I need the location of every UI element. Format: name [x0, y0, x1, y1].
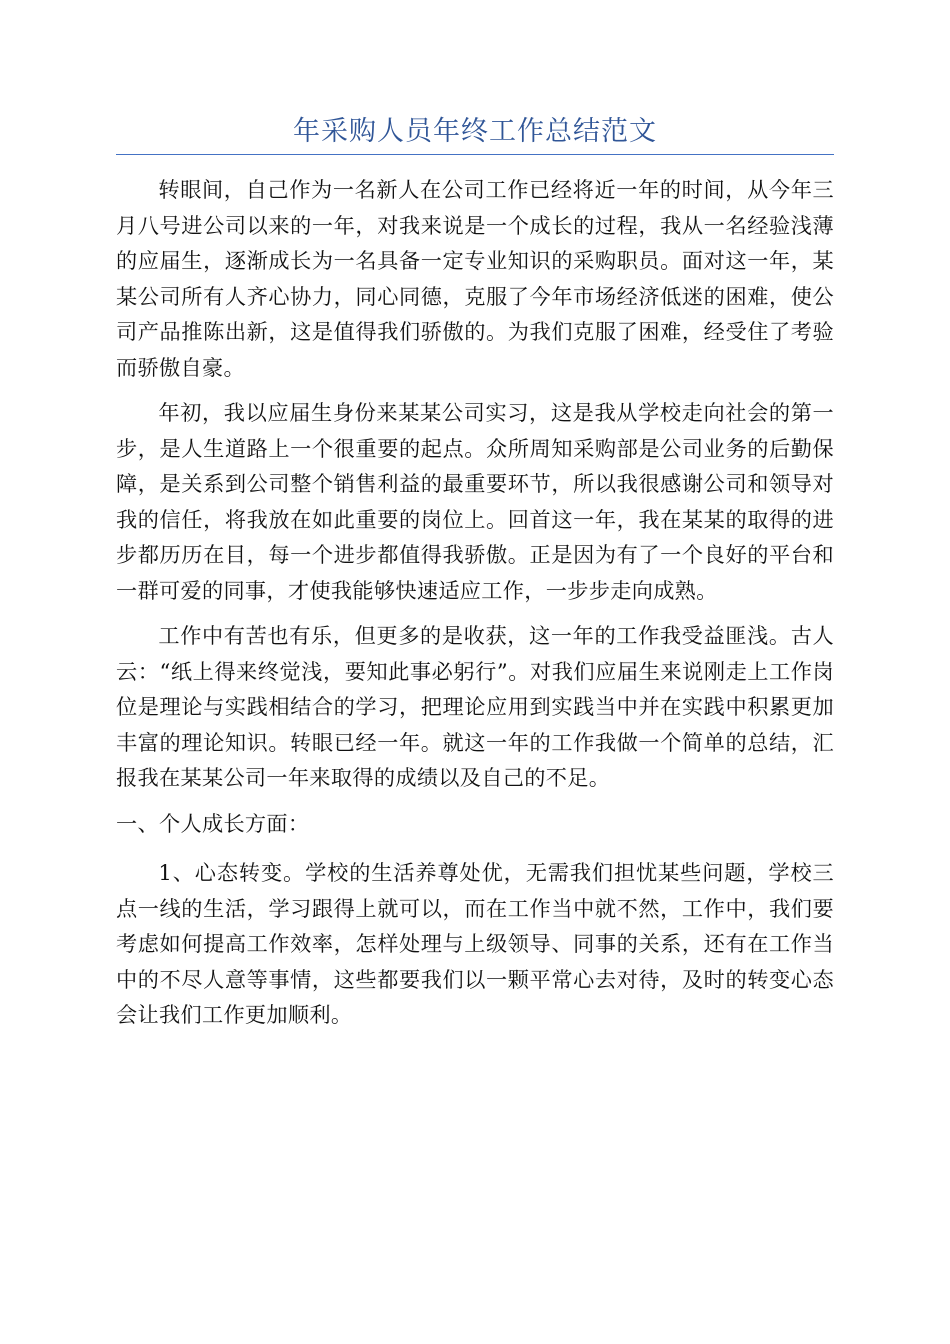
paragraph-intro: 转眼间，自己作为一名新人在公司工作已经将近一年的时间，从今年三月八号进公司以来的一年，对我来说是一个成长的过程，我从一名经验浅薄的应届生，逐渐成长为一名具备一定专业知识的采购职员。面对这一年，某某公司所有人齐心协力，同心同德，克服了今年市场经济低迷的困难，使公司产品推陈出新，这是值得我们骄傲的。为我们克服了困难，经受住了考验而骄傲自豪。: [116, 177, 834, 380]
paragraph-mindset-change: 1、心态转变。学校的生活养尊处优，无需我们担忧某些问题，学校三点一线的生活，学习跟得上就可以，而在工作当中就不然，工作中，我们要考虑如何提高工作效率，怎样处理与上级领导、同事的关系，还有在工作当中的不尽人意等事情，这些都要我们以一颗平常心去对待，及时的转变心态会让我们工作更加顺利。: [116, 860, 834, 1027]
document-title: 年采购人员年终工作总结范文: [293, 116, 657, 147]
paragraph-gains: 工作中有苦也有乐，但更多的是收获，这一年的工作我受益匪浅。古人云：“纸上得来终觉浅，要知此事必躬行”。对我们应届生来说刚走上工作岗位是理论与实践相结合的学习，把理论应用到实践当中并在实践中积累更加丰富的理论知识。转眼已经一年。就这一年的工作我做一个简单的总结，汇报我在某某公司一年来取得的成绩以及自己的不足。: [116, 623, 834, 790]
paragraph-start-of-year: 年初，我以应届生身份来某某公司实习，这是我从学校走向社会的第一步，是人生道路上一个很重要的起点。众所周知采购部是公司业务的后勤保障，是关系到公司整个销售利益的最重要环节，所以我很感谢公司和领导对我的信任，将我放在如此重要的岗位上。回首这一年，我在某某的取得的进步都历历在目，每一个进步都值得我骄傲。正是因为有了一个良好的平台和一群可爱的同事，才使我能够快速适应工作，一步步走向成熟。: [116, 400, 834, 603]
section-heading-personal-growth: 一、个人成长方面：: [116, 810, 310, 836]
title-underline: [116, 154, 834, 155]
document-body: [116, 172, 834, 1043]
